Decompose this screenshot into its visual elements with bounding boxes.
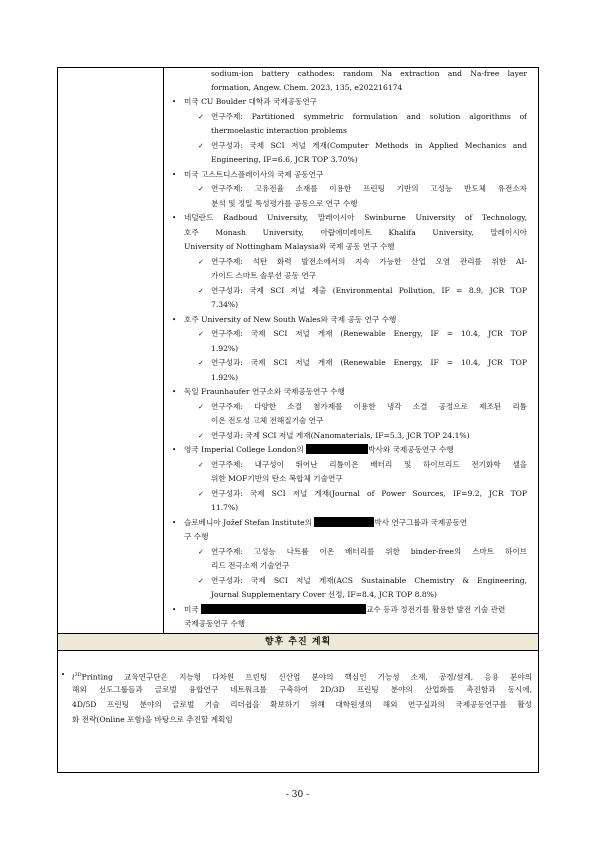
- redacted-name: [201, 604, 366, 614]
- research-text-line: 미국 고스트디스플레이사의 국제 공동연구: [184, 170, 324, 179]
- research-text-line: 호주 University of New South Wales와 국제 공동 연구 수행: [184, 315, 397, 324]
- research-text-line: 연구주제: 다양한 소결 첨가제를 이용한 냉각 소결 공정으로 제조된 리튬: [211, 402, 527, 411]
- bullet-icon: •: [172, 606, 177, 614]
- checkmark-icon: ✓: [198, 403, 204, 411]
- page-number: - 30 -: [285, 790, 310, 800]
- checkmark-icon: ✓: [198, 461, 204, 469]
- research-text-line: 가이드 스마트 솔루션 공동 연구: [211, 271, 317, 280]
- research-text-line: 독일 Fraunhaufer 연구소와 국제공동연구 수행: [184, 387, 345, 396]
- bullet-icon: •: [172, 446, 177, 454]
- checkmark-icon: ✓: [198, 490, 204, 498]
- research-text-line: 연구성과: 국제 SCI 저널 게재(Computer Methods in Applied Mechanics and: [211, 141, 527, 150]
- plan-text-line: 화 전략(Online 포함)을 바탕으로 추진할 계획임: [72, 715, 233, 724]
- future-plan-heading: 향후 추진 계획: [58, 633, 538, 651]
- research-text-line: 7.34%): [211, 300, 239, 309]
- research-text-line: 연구성과: 국제 SCI 저널 게재(Journal of Power Sources, IF=9.2, JCR TOP: [211, 489, 527, 498]
- research-text-line: 연구주제: 고유전율 소재를 이용한 프린팅 기반의 고성능 반도체 유전소자: [211, 184, 527, 193]
- plan-text-line: 해외 선도그룹들과 글로벌 융합연구 네트워크를 구축하여 2D/3D 프린팅 분야의 산업화를 촉진함과 동시에,: [72, 685, 532, 694]
- redacted-name: [306, 444, 368, 454]
- bullet-icon: •: [172, 171, 177, 179]
- checkmark-icon: ✓: [198, 330, 204, 338]
- research-text-line: 네덜란드 Radboud University, 말레이시아 Swinburne University of Technology,: [184, 213, 527, 222]
- research-text-line: 이온 전도성 고체 전해질기술 연구: [211, 416, 324, 425]
- research-text-line: 연구주제: 내구성이 뛰어난 리튬이온 배터리 및 하이브리드 전기화학 셀을: [211, 460, 527, 469]
- research-text-line: University of Nottingham Malaysia와 국제 공동 연구 수행: [184, 242, 395, 251]
- bullet-icon: •: [61, 671, 66, 679]
- research-text-line: 연구성과: 국제 SCI 저널 게재(ACS Sustainable Chemistry & Engineering,: [211, 576, 527, 585]
- checkmark-icon: ✓: [198, 185, 204, 193]
- research-text-line: Journal Supplementary Cover 선정, IF=8.4, JCR TOP 8.8%): [211, 590, 437, 599]
- checkmark-icon: ✓: [198, 432, 204, 440]
- research-text-line: 슬로베니아 Jožef Stefan Institute의 박사 연구그룹과 국제공동연: [184, 518, 468, 527]
- research-text-line: 연구주제: 석탄 화력 발전소에서의 지속 가능한 산업 오염 관리를 위한 AI-: [211, 257, 527, 266]
- content-table: [57, 67, 539, 773]
- future-plan-body: [58, 651, 538, 771]
- checkmark-icon: ✓: [198, 359, 204, 367]
- research-text-line: 연구성과: 국제 SCI 저널 게재 (Renewable Energy, IF = 10.4, JCR TOP: [211, 358, 527, 367]
- bullet-icon: •: [172, 388, 177, 396]
- checkmark-icon: ✓: [198, 113, 204, 121]
- research-text-line: 호주 Monash University, 아랍에미레이트 Khalifa University, 말레이시아: [184, 228, 527, 237]
- bullet-icon: •: [172, 519, 177, 527]
- left-column: [58, 68, 164, 633]
- research-text-line: 국제공동연구 수행: [184, 619, 246, 628]
- research-text-line: 리드 전극소재 기술연구: [211, 561, 290, 570]
- research-text-line: 11.7%): [211, 503, 239, 512]
- research-row: [58, 68, 538, 633]
- checkmark-icon: ✓: [198, 548, 204, 556]
- research-text-line: sodium-ion battery cathodes: random Na extraction and Na-free layer: [211, 69, 527, 78]
- research-text-line: 영국 Imperial College London의 박사와 국제공동연구 수행: [184, 445, 454, 454]
- research-text-line: thermoelastic interaction problems: [211, 126, 347, 135]
- checkmark-icon: ✓: [198, 577, 204, 585]
- research-text-line: 연구주제: Partitioned symmetric formulation and solution algorithms of: [211, 112, 527, 121]
- research-text-line: 1.92%): [211, 373, 239, 382]
- bullet-icon: •: [172, 316, 177, 324]
- checkmark-icon: ✓: [198, 258, 204, 266]
- international-research-list: [164, 68, 538, 633]
- research-text-line: 연구주제: 국제 SCI 저널 게재 (Renewable Energy, IF = 10.4, JCR TOP: [211, 329, 527, 338]
- research-text-line: Engineering, IF=6.6, JCR TOP 3.70%): [211, 155, 358, 164]
- research-text-line: 연구성과: 국제 SCI 저널 게재(Nanomaterials, IF=5.3, JCR TOP 24.1%): [211, 431, 470, 440]
- checkmark-icon: ✓: [198, 142, 204, 150]
- research-text-line: 1.92%): [211, 344, 239, 353]
- bullet-icon: •: [172, 98, 177, 106]
- research-text-line: formation, Angew. Chem. 2023, 135, e202216174: [211, 83, 403, 92]
- plan-text-line: 4D/5D 프린팅 분야의 글로벌 기술 리더쉽을 확보하기 위해 대학원생의 해외 연구실과의 국제공동연구를 활성: [72, 700, 532, 709]
- research-text-line: 미국 CU Boulder 대학과 국제공동연구: [184, 97, 318, 106]
- plan-text-line: $i^{3D}Printing$ 교육연구단은 지능형 다차원 프린팅 신산업 분야의 핵심인 기능성 소재, 공정/설계, 응용 분야의: [72, 672, 532, 681]
- redacted-name: [314, 517, 374, 527]
- research-text-line: 구 수행: [184, 532, 209, 541]
- research-text-line: 미국 교수 등과 정전기를 활용한 발전 기술 관련: [184, 605, 506, 614]
- research-text-line: 연구주제: 고성능 나트륨 이온 배터리를 위한 binder-free의 스마트 하이브: [211, 547, 527, 556]
- research-text-line: 위한 MOF기반의 탄소 복합체 기술연구: [211, 474, 343, 483]
- research-text-line: 분석 및 정밀 특성평가를 공동으로 연구 수행: [211, 199, 358, 208]
- research-text-line: 연구성과: 국제 SCI 저널 제출 (Environmental Pollution, IF = 8.9, JCR TOP: [211, 286, 527, 295]
- checkmark-icon: ✓: [198, 287, 204, 295]
- bullet-icon: •: [172, 214, 177, 222]
